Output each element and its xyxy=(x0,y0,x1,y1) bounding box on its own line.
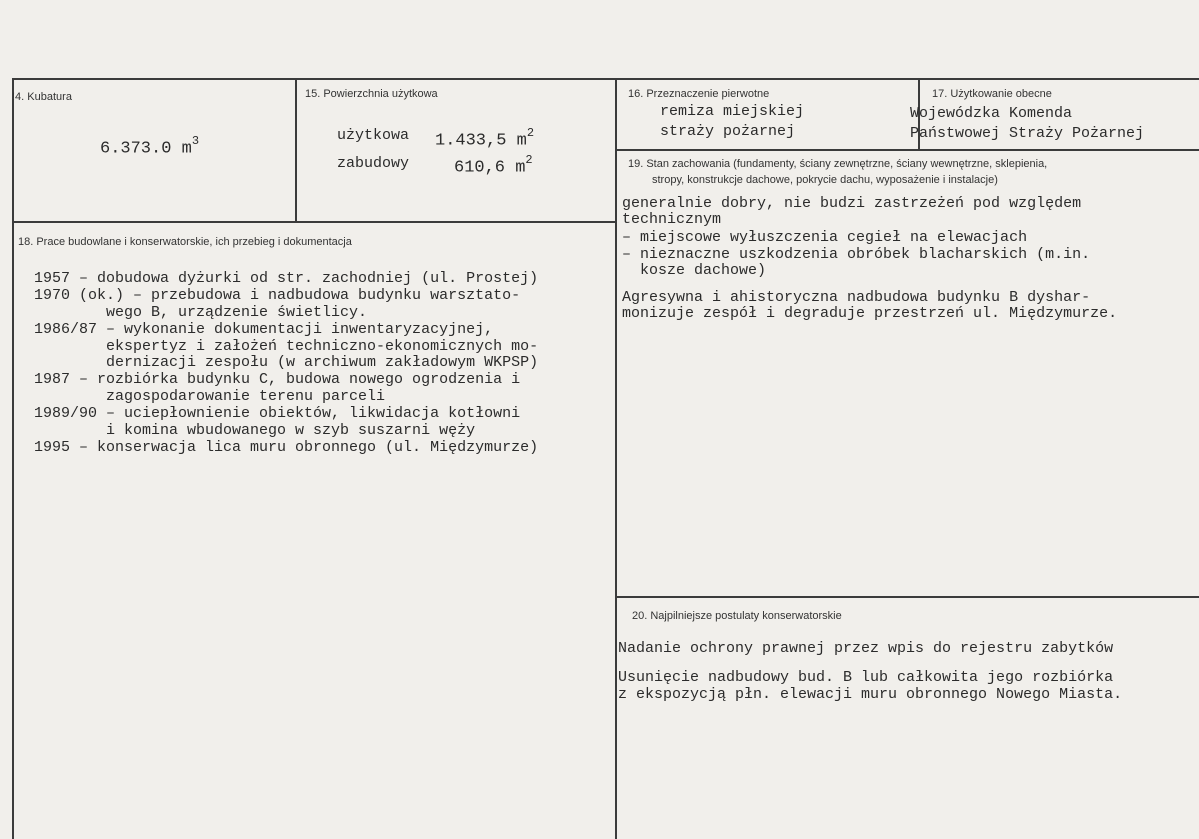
top-border xyxy=(12,78,1199,80)
right-divider-20 xyxy=(616,596,1199,598)
field-16-line-1: remiza miejskiej xyxy=(660,103,805,120)
field-18-line: zagospodarowanie terenu parceli xyxy=(34,388,386,405)
field-15-row-zabudowy-name: zabudowy xyxy=(337,155,410,172)
field-18-line: wego B, urządzenie świetlicy. xyxy=(34,304,368,321)
field-18-line: ekspertyz i założeń techniczno-ekonomicznych mo- xyxy=(34,338,539,355)
field-17-label: 17. Użytkowanie obecne xyxy=(932,88,1052,100)
field-20-line: z ekspozycją płn. elewacji muru obronnego Nowego Miasta. xyxy=(618,686,1123,703)
field-19-label-line-2: stropy, konstrukcje dachowe, pokrycie dachu, wyposażenie i instalacje) xyxy=(652,174,998,186)
field-19-para-line: monizuje zespół i degraduje przestrzeń ul. Międzymurze. xyxy=(622,305,1118,322)
field-19-line: – miejscowe wyłuszczenia cegieł na elewacjach xyxy=(622,229,1028,246)
field-18-label: 18. Prace budowlane i konserwatorskie, ich przebieg i dokumentacja xyxy=(18,236,352,248)
field-19-line: kosze dachowe) xyxy=(622,262,767,279)
field-19-para-line: Agresywna i ahistoryczna nadbudowa budynku B dyshar- xyxy=(622,289,1091,306)
field-19-line: technicznym xyxy=(622,211,722,228)
field-15-row-uzytkowa-value: 1.433,5 $m^2$ xyxy=(435,126,535,151)
field-14-value: 6.373.0 $m^3$ xyxy=(100,134,200,159)
field-18-line: i komina wbudowanego w szyb suszarni węży xyxy=(34,422,476,439)
left-border xyxy=(12,78,14,839)
field-18-line: 1957 – dobudowa dyżurki od str. zachodniej (ul. Prostej) xyxy=(34,270,539,287)
field-16-label: 16. Przeznaczenie pierwotne xyxy=(628,88,770,100)
field-18-line: 1989/90 – uciepłownienie obiektów, likwidacja kotłowni xyxy=(34,405,521,422)
field-18-line: 1995 – konserwacja lica muru obronnego (ul. Międzymurze) xyxy=(34,439,539,456)
field-18-line: 1970 (ok.) – przebudowa i nadbudowa budynku warsztato- xyxy=(34,287,521,304)
field-20-label: 20. Najpilniejsze postulaty konserwatorskie xyxy=(632,610,842,622)
field-20-line: Nadanie ochrony prawnej przez wpis do rejestru zabytków xyxy=(618,640,1114,657)
divider-14-15 xyxy=(295,78,297,222)
field-18-line: 1986/87 – wykonanie dokumentacji inwentaryzacyjnej, xyxy=(34,321,494,338)
field-18-line: 1987 – rozbiórka budynku C, budowa nowego ogrodzenia i xyxy=(34,371,521,388)
field-19-label-line-1: 19. Stan zachowania (fundamenty, ściany zewnętrzne, ściany wewnętrzne, sklepienia, xyxy=(628,158,1048,170)
left-row-divider xyxy=(12,221,616,223)
field-16-line-2: straży pożarnej xyxy=(660,123,796,140)
right-divider-19 xyxy=(616,149,1199,151)
field-19-line: generalnie dobry, nie budzi zastrzeżeń pod względem xyxy=(622,195,1082,212)
field-17-line-1: Wojewódzka Komenda xyxy=(910,105,1073,122)
field-19-line: – nieznaczne uszkodzenia obróbek blacharskich (m.in. xyxy=(622,246,1091,263)
field-15-row-zabudowy-value: 610,6 $m^2$ xyxy=(454,153,533,178)
center-divider xyxy=(615,78,617,839)
field-17-line-2: Państwowej Straży Pożarnej xyxy=(910,125,1145,142)
field-18-line: dernizacji zespołu (w archiwum zakładowym WKPSP) xyxy=(34,354,539,371)
field-15-label: 15. Powierzchnia użytkowa xyxy=(305,88,438,100)
field-15-row-uzytkowa-name: użytkowa xyxy=(337,127,410,144)
field-14-label: !4. Kubatura xyxy=(12,91,72,103)
field-20-line: Usunięcie nadbudowy bud. B lub całkowita jego rozbiórka xyxy=(618,669,1114,686)
